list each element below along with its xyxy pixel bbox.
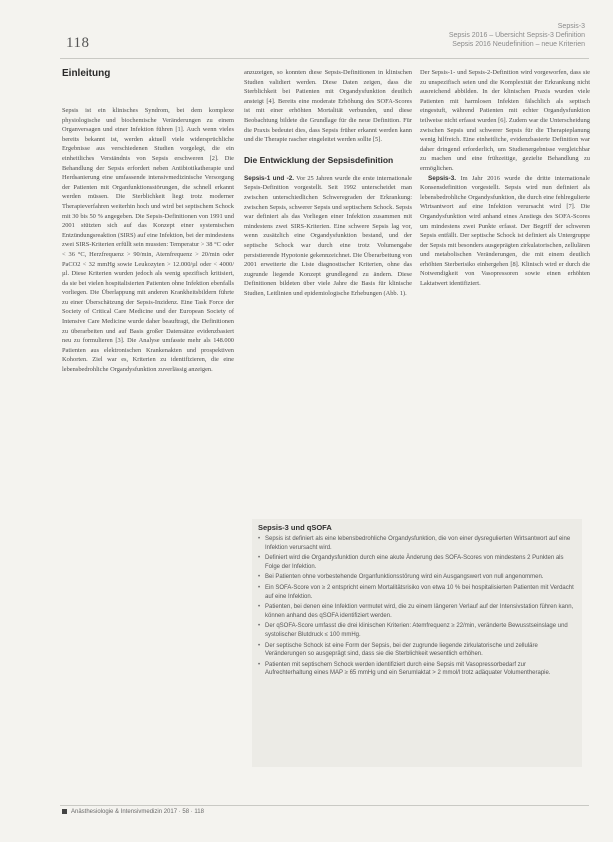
info-box-item: • Der qSOFA-Score umfasst die drei klinischen Kriterien: Atemfrequenz ≥ 22/min, veränderte Bewusstseinslage und systolischer Blutdruck ≤ 100 mmHg.	[258, 622, 574, 639]
info-box-item: • Ein SOFA-Score von ≥ 2 entspricht einem Mortalitätsrisiko von etwa 10 % bei hospitalisierten Patienten mit Verdacht auf eine Infektion.	[258, 584, 574, 601]
header-divider	[60, 58, 589, 59]
page-number: 118	[66, 35, 90, 51]
info-box-list	[252, 535, 582, 678]
section-heading-einleitung: Einleitung	[62, 68, 111, 79]
running-head	[365, 22, 585, 49]
body-paragraph: Sepsis ist ein klinisches Syndrom, bei dem komplexe physiologische und biochemische Veränderungen zu einem Organversagen und einer Infektion führen [1]. Auch wenn vieles bereits bekannt ist, werden aktuell viele widersprüchliche Ergebnisse aus verschiedenen Studien vorgelegt, die ein einheitliches Verständnis von Sepsis erschweren [2]. Die Behandlung der Sepsis erfordert neben Antibiotikatherapie und Herdsanierung eine umfassende intensivmedizinische Versorgung der Patienten mit Organfunktionsstörungen, die schnell erkannt werden müssen. Die Sterblichkeit liegt trotz moderner Therapieverfahren weiterhin hoch und wird bei septischem Schock mit 30 bis 50 % angegeben. Die Sepsis-Definitionen von 1991 und 2001 stützten sich auf das Konzept einer systemischen Entzündungsreaktion (SIRS) auf eine Infektion, bei der mindestens zwei SIRS-Kriterien erfüllt sein mussten: Temperatur > 38 °C oder < 36 °C, Herzfrequenz > 90/min, Atemfrequenz > 20/min oder PaCO2 < 32 mmHg sowie Leukozyten > 12.000/µl oder < 4000/µl. Diese Kriterien wurden jedoch als wenig spezifisch kritisiert, da sie bei vielen hospitalisierten Patienten ohne Infektion ebenfalls vorliegen. Die Überlappung mit anderen Krankheitsbildern führte zu einer Überschätzung der Sepsis-Inzidenz. Eine Task Force der Society of Critical Care Medicine und der European Society of Intensive Care Medicine wurde daher beauftragt, die Definitionen zu überarbeiten und auf Basis großer Datensätze evidenzbasiert neu zu formulieren [3]. Die Analyse umfasste mehr als 148.000 Patienten aus elektronischen Krankenakten und prospektiven Kohorten. Ziel war es, Kriterien zu identifizieren, die eine lebensbedrohliche Organdysfunktion zuverlässig anzeigen.	[62, 107, 234, 374]
footer-text: Anästhesiologie & Intensivmedizin 2017 · 58 · 118	[71, 809, 204, 816]
column-left	[62, 68, 234, 375]
body-paragraph	[244, 174, 412, 299]
section-heading-entwicklung: Die Entwicklung der Sepsisdefinition	[244, 154, 394, 165]
info-box-item: • Bei Patienten ohne vorbestehende Organfunktionsstörung wird ein Ausgangswert von null angenommen.	[258, 573, 574, 582]
body-paragraph: anzuzeigen, so konnten diese Sepsis-Definitionen in klinischen Studien validiert werden. Diese Daten zeigen, dass die Sterblichkeit bei Patienten mit Organdysfunktion deutlich ansteigt [4]. Bereits eine moderate Erhöhung des SOFA-Scores ist mit einer erhöhten Mortalität verbunden, und diese Beobachtung bildete die Grundlage für die neue Definition. Für die Praxis bedeutet dies, dass Sepsis früher erkannt werden kann und die Therapie rascher eingeleitet werden sollte [5].	[244, 69, 412, 144]
body-text: Vor 25 Jahren wurde die erste internationale Sepsis-Definition vorgestellt. Seit 1992 unterscheidet man zwischen unterschiedlichen Schweregraden der Erkrankung: zwischen Sepsis, schwerer Sepsis und septischem Schock. Sepsis war definiert als das Vorliegen einer Infektion zusammen mit mindestens zwei SIRS-Kriterien. Eine schwere Sepsis lag vor, wenn zusätzlich eine Organdysfunktion bestand, und der septische Schock war durch eine trotz Volumengabe persistierende Hypotonie gekennzeichnet. Die Überarbeitung von 2001 erweiterte die Liste diagnostischer Kriterien, ohne das zugrunde liegende Konzept grundlegend zu ändern. Diese Definitionen bildeten über viele Jahre die Basis für klinische Studien, Leitlinien und epidemiologische Erhebungen (Abb. 1).	[244, 174, 412, 297]
running-head-line: Sepsis 2016 Neudefinition – neue Kriterien	[452, 41, 585, 48]
info-box-item: • Sepsis ist definiert als eine lebensbedrohliche Organdysfunktion, die von einer dysregulierten Wirtsantwort auf eine Infektion verursacht wird.	[258, 535, 574, 552]
info-box-sepsis3-qsofa	[252, 519, 582, 767]
running-head-line: Sepsis 2016 – Übersicht Sepsis-3 Definition	[448, 32, 585, 39]
info-box-item: • Patienten, bei denen eine Infektion vermutet wird, die zu einem längeren Verlauf auf der Intensivstation führen kann, können anhand des qSOFA identifiziert werden.	[258, 603, 574, 620]
footer	[62, 809, 204, 815]
footer-square-icon	[62, 809, 67, 814]
info-box-item: • Definiert wird die Organdysfunktion durch eine akute Änderung des SOFA-Scores von mindestens 2 Punkten als Folge der Infektion.	[258, 554, 574, 571]
column-right	[420, 68, 590, 289]
info-box-item: • Der septische Schock ist eine Form der Sepsis, bei der zugrunde liegende zirkulatorische und zelluläre Veränderungen so ausgeprägt sind, dass sie die Sterblichkeit wesentlich erhöhen.	[258, 642, 574, 659]
footer-divider	[60, 805, 589, 806]
body-paragraph: Der Sepsis-1- und Sepsis-2-Definition wird vorgeworfen, dass sie zu unspezifisch seien und die Komplexität der Erkrankung nicht ausreichend abbilden. In der klinischen Praxis wurden viele Patienten mit harmlosen Infekten fälschlich als septisch eingestuft, während Patienten mit echter Organdysfunktion teilweise nicht erfasst wurden [6]. Zudem war die Unterscheidung zwischen Sepsis und schwerer Sepsis für die Therapieplanung wenig hilfreich. Eine einheitliche, evidenzbasierte Definition war daher dringend erforderlich, um Studienergebnisse vergleichbar zu machen und eine frühzeitige, gezielte Behandlung zu ermöglichen.	[420, 69, 590, 172]
run-in-heading: Sepsis-3.	[428, 174, 457, 182]
running-head-line: Sepsis-3	[557, 23, 585, 30]
info-box-title: Sepsis-3 und qSOFA	[258, 523, 332, 532]
run-in-heading: Sepsis-1 und -2.	[244, 174, 295, 182]
body-paragraph	[420, 174, 590, 289]
column-middle	[244, 68, 412, 298]
info-box-item: • Patienten mit septischem Schock werden identifiziert durch eine Sepsis mit Vasopressorbedarf zur Aufrechterhaltung eines MAP ≥ 65 mmHg und ein Serumlaktat > 2 mmol/l trotz adäquater Volumentherapie.	[258, 661, 574, 678]
body-text: Im Jahr 2016 wurde die dritte internationale Konsensdefinition vorgestellt. Sepsis wird nun definiert als lebensbedrohliche Organdysfunktion, die durch eine fehlregulierte Wirtsantwort auf eine Infektion verursacht wird [7]. Die Organdysfunktion wird anhand eines Anstiegs des SOFA-Scores um mindestens zwei Punkte erfasst. Der Begriff der schweren Sepsis entfällt. Der septische Schock ist definiert als Untergruppe der Sepsis mit besonders ausgeprägten zirkulatorischen, zellulären und metabolischen Veränderungen, die mit einem deutlich erhöhten Sterberisiko einhergehen [8]. Klinisch wird er durch die Notwendigkeit von Vasopressoren sowie einen erhöhten Laktatwert identifiziert.	[420, 174, 590, 288]
